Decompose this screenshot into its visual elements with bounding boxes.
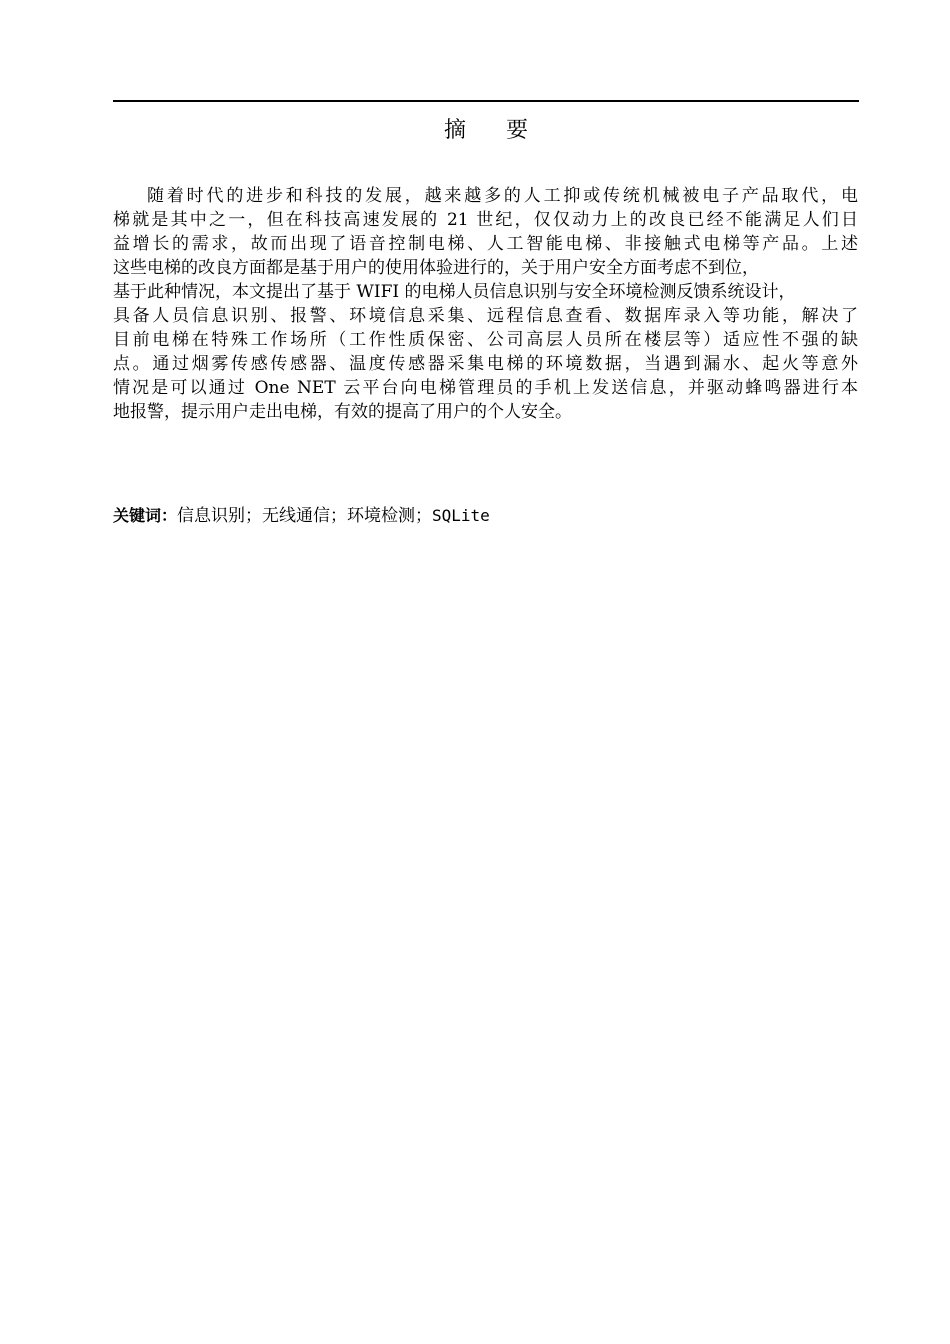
abstract-line: 地报警，提示用户走出电梯，有效的提高了用户的个人安全。 bbox=[113, 402, 572, 422]
abstract-line: 情况是可以通过 One NET 云平台向电梯管理员的手机上发送信息，并驱动蜂鸣器进行本 bbox=[113, 378, 858, 398]
abstract-line: 随着时代的进步和科技的发展，越来越多的人工抑或传统机械被电子产品取代，电 bbox=[147, 186, 858, 206]
keywords-text: 信息识别；无线通信；环境检测； bbox=[177, 506, 433, 526]
abstract-line: 目前电梯在特殊工作场所（工作性质保密、公司高层人员所在楼层等）适应性不强的缺 bbox=[113, 330, 858, 350]
keywords-label: 关键词： bbox=[113, 506, 178, 525]
title-char-1: 摘 bbox=[443, 118, 466, 143]
abstract-body bbox=[113, 184, 873, 424]
abstract-line: 梯就是其中之一，但在科技高速发展的 21 世纪，仅仅动力上的改良已经不能满足人们日 bbox=[113, 210, 858, 230]
abstract-line: 益增长的需求，故而出现了语音控制电梯、人工智能电梯、非接触式电梯等产品。上述 bbox=[113, 234, 858, 254]
keywords-tail: SQLite bbox=[432, 506, 490, 525]
abstract-title bbox=[113, 116, 859, 146]
title-char-2: 要 bbox=[506, 118, 529, 143]
abstract-line: 基于此种情况，本文提出了基于 WIFI 的电梯人员信息识别与安全环境检测反馈系统设计， bbox=[113, 282, 796, 302]
keywords-line bbox=[113, 504, 490, 528]
abstract-line: 具备人员信息识别、报警、环境信息采集、远程信息查看、数据库录入等功能，解决了 bbox=[113, 306, 858, 326]
abstract-line: 点。通过烟雾传感传感器、温度传感器采集电梯的环境数据，当遇到漏水、起火等意外 bbox=[113, 354, 858, 374]
abstract-line: 这些电梯的改良方面都是基于用户的使用体验进行的，关于用户安全方面考虑不到位， bbox=[113, 258, 759, 278]
header-rule bbox=[113, 100, 859, 102]
